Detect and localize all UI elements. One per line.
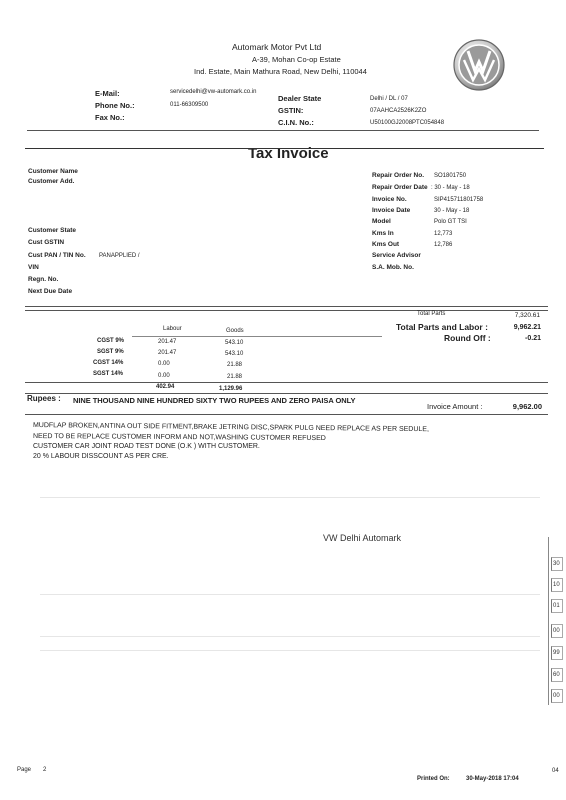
model-label: Model bbox=[372, 218, 391, 225]
customer-name-label: Customer Name bbox=[28, 168, 78, 175]
company-address-line2: Ind. Estate, Main Mathura Road, New Delhi, 110044 bbox=[194, 67, 367, 76]
cust-gstin-label: Cust GSTIN bbox=[28, 239, 65, 246]
side-strip-cell: 00 bbox=[551, 624, 563, 638]
tax-row-name: SGST 9% bbox=[97, 349, 124, 355]
side-strip-cell: 01 bbox=[551, 599, 563, 613]
side-strip-cell: 30 bbox=[551, 557, 563, 571]
cin-value: U50100GJ2008PTC054848 bbox=[370, 120, 445, 126]
repair-date-label: Repair Order Date bbox=[372, 184, 428, 191]
side-strip-edge bbox=[548, 537, 549, 705]
dealer-state-value: Delhi / DL / 07 bbox=[370, 96, 408, 102]
phone-label: Phone No.: bbox=[95, 101, 135, 110]
remark-line: NEED TO BE REPLACE CUSTOMER INFORM AND NOT,WASHING CUSTOMER REFUSED bbox=[32, 433, 326, 443]
phone-value: 011-66309500 bbox=[170, 102, 209, 108]
total-parts-value: 7,320.61 bbox=[514, 312, 540, 319]
round-off-value: -0.21 bbox=[525, 335, 541, 342]
invoice-amount-label: Invoice Amount : bbox=[427, 402, 483, 411]
rupees-top-rule bbox=[25, 393, 548, 394]
vw-logo bbox=[449, 38, 509, 92]
company-name: Automark Motor Pvt Ltd bbox=[232, 42, 322, 52]
gstin-label: GSTIN: bbox=[278, 106, 304, 115]
service-advisor-label: Service Advisor bbox=[372, 252, 421, 259]
title-divider bbox=[25, 148, 544, 149]
gstin-value: 07AAHCA2526K2ZO bbox=[370, 108, 427, 114]
side-strip-cell: 10 bbox=[551, 578, 563, 592]
kms-in-label: Kms In bbox=[372, 230, 394, 237]
side-strip-cell: 60 bbox=[551, 668, 563, 682]
total-parts-labor-label: Total Parts and Labor : bbox=[396, 322, 488, 332]
tax-row-goods: 543.10 bbox=[225, 351, 244, 357]
signature-text: VW Delhi Automark bbox=[323, 533, 402, 543]
invoice-title: Tax Invoice bbox=[248, 145, 329, 162]
tax-row-labour: 0.00 bbox=[158, 373, 170, 379]
edge-number: 04 bbox=[552, 768, 559, 774]
invoice-date-label: Invoice Date bbox=[372, 207, 411, 214]
invoice-no-value: SIP415711801758 bbox=[434, 197, 484, 203]
kms-in-value: 12,773 bbox=[434, 231, 453, 237]
side-strip-cell: 99 bbox=[551, 646, 563, 660]
vin-label: VIN bbox=[28, 264, 39, 271]
bleed-through-line bbox=[40, 497, 540, 498]
tax-header-labour: Labour bbox=[163, 326, 182, 332]
tax-row-name: SGST 14% bbox=[93, 371, 124, 377]
tax-total-labour: 402.94 bbox=[156, 384, 175, 390]
vw-logo-icon bbox=[449, 38, 509, 92]
tax-total-goods: 1,129.96 bbox=[219, 386, 243, 392]
fax-label: Fax No.: bbox=[95, 113, 125, 122]
tax-row-name: CGST 9% bbox=[97, 338, 125, 344]
invoice-date-value: 30 - May - 18 bbox=[434, 208, 470, 214]
tax-row-labour: 201.47 bbox=[158, 350, 177, 356]
repair-date-value: : 30 - May - 18 bbox=[431, 185, 470, 191]
tax-total-rule bbox=[25, 382, 548, 383]
cust-pan-label: Cust PAN / TIN No. bbox=[28, 252, 86, 259]
rupees-bottom-rule bbox=[25, 414, 548, 415]
regn-label: Regn. No. bbox=[28, 276, 59, 283]
total-parts-label: Total Parts bbox=[417, 311, 446, 317]
kms-out-label: Kms Out bbox=[372, 241, 400, 248]
printed-on-label: Printed On: bbox=[417, 776, 450, 782]
company-address-line1: A-39, Mohan Co-op Estate bbox=[252, 55, 341, 64]
tax-header-rule bbox=[132, 336, 382, 337]
page-number: 2 bbox=[43, 767, 47, 773]
bleed-through-line bbox=[40, 594, 540, 595]
dealer-state-label: Dealer State bbox=[278, 94, 322, 103]
tax-row-goods: 21.88 bbox=[227, 362, 243, 368]
rupees-words: NINE THOUSAND NINE HUNDRED SIXTY TWO RUPEES AND ZERO PAISA ONLY bbox=[73, 396, 356, 405]
remark-line: CUSTOMER CAR JOINT ROAD TEST DONE (O.K ) WITH CUSTOMER. bbox=[33, 443, 260, 450]
tax-row-name: CGST 14% bbox=[93, 360, 124, 366]
page-label: Page bbox=[17, 767, 32, 773]
printed-on-value: 30-May-2018 17:04 bbox=[466, 776, 519, 782]
header-divider bbox=[27, 130, 539, 131]
bleed-through-line bbox=[40, 636, 540, 637]
side-strip-cell: 00 bbox=[551, 689, 563, 703]
email-label: E-Mail: bbox=[95, 89, 120, 98]
bleed-through-line bbox=[40, 650, 540, 651]
sa-mob-label: S.A. Mob. No. bbox=[372, 264, 414, 271]
cust-pan-value: PANAPPLIED / bbox=[99, 253, 140, 259]
email-value: servicedelhi@vw-automark.co.in bbox=[170, 89, 257, 95]
kms-out-value: 12,786 bbox=[434, 242, 453, 248]
model-value: Polo GT TSI bbox=[434, 219, 467, 225]
tax-row-goods: 543.10 bbox=[225, 340, 244, 346]
next-due-label: Next Due Date bbox=[28, 288, 73, 295]
remark-line: 20 % LABOUR DISSCOUNT AS PER CRE. bbox=[33, 453, 169, 460]
totals-top-rule bbox=[25, 306, 548, 307]
repair-order-value: SO1801750 bbox=[434, 173, 467, 179]
remark-line: MUDFLAP BROKEN,ANTINA OUT SIDE FITMENT,BRAKE JETRING DISC,SPARK PULG NEED REPLACE AS PER SEDULE, bbox=[32, 422, 429, 434]
tax-row-labour: 0.00 bbox=[158, 361, 170, 367]
invoice-amount-value: 9,962.00 bbox=[512, 402, 542, 411]
customer-add-label: Customer Add. bbox=[28, 178, 75, 185]
cin-label: C.I.N. No.: bbox=[278, 118, 314, 127]
totals-top-rule-2 bbox=[25, 310, 548, 311]
total-parts-labor-value: 9,962.21 bbox=[513, 324, 541, 331]
invoice-no-label: Invoice No. bbox=[372, 196, 407, 203]
rupees-label: Rupees : bbox=[27, 394, 61, 403]
round-off-label: Round Off : bbox=[444, 333, 491, 343]
tax-header-goods: Goods bbox=[226, 328, 244, 334]
customer-state-label: Customer State bbox=[28, 227, 77, 234]
tax-row-labour: 201.47 bbox=[158, 339, 177, 345]
repair-order-label: Repair Order No. bbox=[372, 172, 425, 179]
tax-row-goods: 21.88 bbox=[227, 374, 243, 380]
